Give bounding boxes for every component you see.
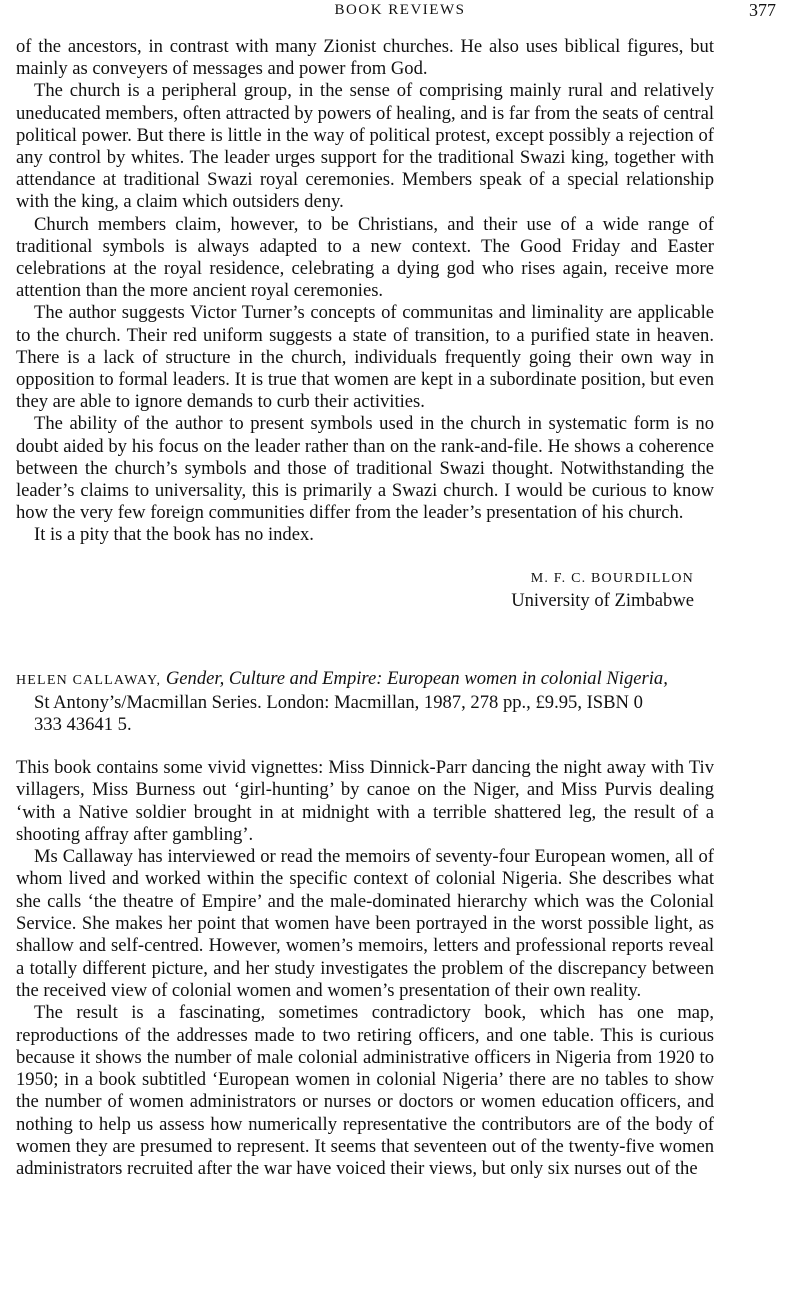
running-head-title: BOOK REVIEWS: [334, 2, 466, 18]
review-2-paragraph: This book contains some vivid vignettes: Miss Dinnick-Parr dancing the night away with Tiv villagers, Miss Burness out ‘girl-hunting’ by canoe on the Niger, and Miss Purvis dealing ‘with a Native soldier brought in at midnight with a terrible shattered leg, the result of a shooting affray after gambling’.: [16, 757, 714, 845]
page-number: 377: [749, 0, 776, 20]
book-details: St Antony’s/Macmillan Series. London: Macmillan, 1987, 278 pp., £9.95, ISBN 0: [34, 692, 643, 714]
book-citation: [16, 668, 714, 737]
review-1-paragraph: The ability of the author to present symbols used in the church in systematic form is no doubt aided by his focus on the leader rather than on the rank-and-file. He shows a coherence between the church’s symbols and those of traditional Swazi thought. Notwithstanding the leader’s claims to universality, this is primarily a Swazi church. I would be curious to know how the very few foreign communities differ from the leader’s presentation of his church.: [16, 413, 714, 524]
review-1-paragraph: The church is a peripheral group, in the sense of comprising mainly rural and relatively uneducated members, often attracted by powers of healing, and is far from the seats of central political power. But there is little in the way of political protest, except possibly a rejection of any control by whites. The leader urges support for the traditional Swazi king, together with attendance at traditional Swazi royal ceremonies. Members speak of a special relationship with the king, a claim which outsiders deny.: [16, 80, 714, 213]
book-author: HELEN CALLAWAY,: [16, 673, 162, 688]
review-1-body: [16, 36, 714, 547]
review-1-paragraph: It is a pity that the book has no index.: [34, 524, 314, 546]
review-2-body: [16, 757, 714, 1181]
reviewer-affiliation: University of Zimbabwe: [511, 590, 694, 611]
review-2-paragraph: The result is a fascinating, sometimes contradictory book, which has one map, reproductions of the addresses made to two retiring officers, and one table. This is curious because it shows the number of male colonial administrative officers in Nigeria from 1920 to 1950; in a book subtitled ‘European women in colonial Nigeria’ there are no tables to show the number of women administrators or nurses or doctors or women education officers, and nothing to help us assess how numerically representative the contributors are of the body of women they are presumed to represent. It seems that seventeen out of the twenty-five women administrators recruited after the war have voiced their views, but only six nurses out of the: [16, 1002, 714, 1180]
reviewer-name: M. F. C. BOURDILLON: [530, 571, 694, 586]
book-isbn: 333 43641 5.: [34, 714, 132, 736]
review-1-paragraph: of the ancestors, in contrast with many Zionist churches. He also uses biblical figures, but mainly as conveyers of messages and power from God.: [16, 36, 714, 80]
review-1-paragraph: The author suggests Victor Turner’s concepts of communitas and liminality are applicable to the church. Their red uniform suggests a state of transition, to a purified state in heaven. There is a lack of structure in the church, individuals frequently going their own way in opposition to formal leaders. It is true that women are kept in a subordinate position, but even they are able to ignore demands to curb their activities.: [16, 302, 714, 413]
reviewer-signature: [511, 568, 694, 612]
review-2-paragraph: Ms Callaway has interviewed or read the memoirs of seventy-four European women, all of whom lived and worked within the specific context of colonial Nigeria. She describes what she calls ‘the theatre of Empire’ and the male-dominated hierarchy which was the Colonial Service. She makes her point that women have been portrayed in the worst possible light, as shallow and self-centred. However, women’s memoirs, letters and professional reports reveal a totally different picture, and her study investigates the problem of the discrepancy between the received view of colonial women and women’s presentation of their own reality.: [16, 846, 714, 1001]
book-title: Gender, Culture and Empire: European women in colonial Nigeria,: [165, 668, 668, 689]
review-1-paragraph: Church members claim, however, to be Christians, and their use of a wide range of traditional symbols is always adapted to a new context. The Good Friday and Easter celebrations at the royal residence, celebrating a dying god who rises again, receive more attention than the more ancient royal ceremonies.: [16, 213, 714, 302]
running-head: [0, 0, 800, 26]
